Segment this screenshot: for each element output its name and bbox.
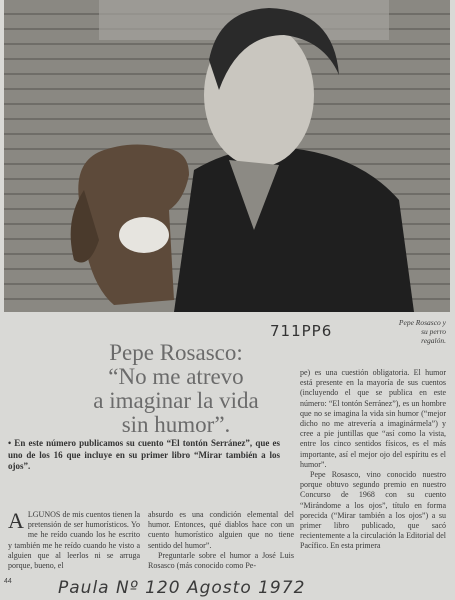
caption-line: su perro xyxy=(421,327,446,336)
headline-line: sin humor”. xyxy=(121,412,231,438)
headline-line: Pepe Rosasco: xyxy=(109,340,243,366)
caption-line: regalón. xyxy=(421,336,446,345)
headline xyxy=(28,341,324,437)
handwritten-number: 711PP6 xyxy=(270,322,333,340)
column-3-paragraph-2: Pepe Rosasco, vino conocido nuestro porque obtuvo segundo premio en nuestro Concurso de 1968 con su cuento “Mirándome a los ojos”, título en forma porecida (“Mirar también a los ojos”) a su primer libro publicado, que sacó recientemente a la circulación la Editorial del Pacífico. En esta primera xyxy=(300,470,446,551)
portrait-photo xyxy=(4,0,450,312)
drop-cap: A xyxy=(8,508,24,533)
headline-line: “No me atrevo xyxy=(108,364,244,390)
handwritten-note: Paula Nº 120 Agosto 1972 xyxy=(58,578,306,598)
column-3-paragraph-1: pe) es una cuestión obligatoria. El humor está presente en la mayoría de sus cuentos (incluyendo el que se publica en este número: “El tontón Serránez”), es un hombre que no se imagina la vida sin humor (“mejor dicho no me atrevería a imaginármela”) y cree a pie juntillas que “así como la vista, entre los cinco sentidos físicos, es el más importante, así el mejor ojo del espíritu es el humor”. xyxy=(300,368,446,469)
column-1-text: LGUNOS de mis cuentos tienen la pretensión de ser humorísticos. Yo me he reído cuando los he escrito y también me he reído cuando he visto a alguien que al leerlos ni se arruga porque, bueno, el xyxy=(8,510,140,571)
headline-line: a imaginar la vida xyxy=(93,388,259,414)
column-2-paragraph-2: Preguntarle sobre el humor a José Luis Rosasco (más conocido como Pe- xyxy=(148,550,294,571)
lede: • En este número publicamos su cuento “El tontón Serránez”, que es uno de los 16 que incluye en su primer libro “Mirar también a los ojos”. xyxy=(8,438,280,471)
caption-line: Pepe Rosasco y xyxy=(398,318,446,327)
page-number: 44 xyxy=(4,578,12,585)
column-3 xyxy=(300,368,446,552)
column-1 xyxy=(8,510,140,571)
column-2-paragraph-1: absurdo es una condición elemental del humor. Entonces, qué diablos hace con un cuento humorístico alguien que no tiene sentido del humor”. xyxy=(148,510,294,550)
portrait-photo-icon xyxy=(4,0,450,312)
column-2 xyxy=(148,510,294,571)
column-1-paragraph xyxy=(8,510,140,571)
photo-caption xyxy=(370,318,446,345)
